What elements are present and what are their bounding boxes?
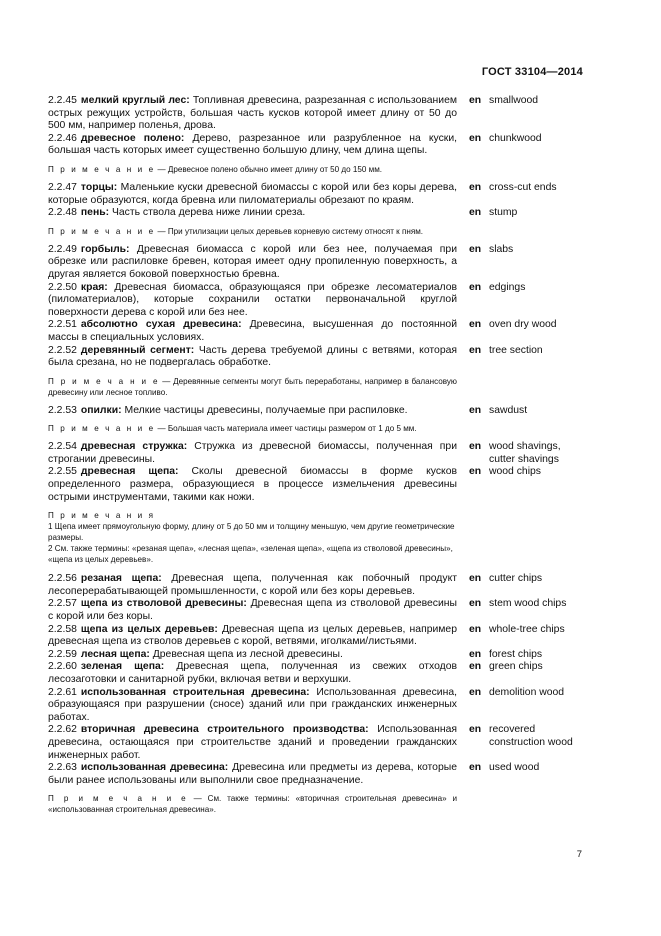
term-entry-2-2-60	[48, 661, 583, 686]
lang-tag: en	[469, 686, 482, 698]
term-definition: Дерево, разрезанное или разрубленное на куски, большая часть которых имеет существенно большую длину, чем длина щепы.	[48, 132, 458, 157]
term-number: 2.2.54	[48, 441, 77, 453]
note-text: — См. также термины: «вторичная строительная древесина» и «использованная строительная древесина».	[48, 794, 458, 815]
lang-tag: en	[469, 573, 482, 585]
notes-label: П р и м е ч а н и я	[48, 511, 156, 521]
lang-tag: en	[469, 598, 482, 610]
term-entry-2-2-51	[48, 319, 583, 344]
lang-tag: en	[469, 661, 482, 673]
term-title: древесная щепа:	[80, 466, 179, 478]
term-title: древесное полено:	[80, 132, 185, 144]
term-number: 2.2.53	[48, 404, 77, 416]
term-definition: Древесная щепа из лесной древесины.	[152, 648, 343, 660]
term-definition: Древесная щепа из целых деревьев, например древесная щепа из стволов деревьев с корой, ветвями, иголками/листьями.	[48, 623, 457, 648]
note-item: 1 Щепа имеет прямоугольную форму, длину от 5 до 50 мм и толщину меньшую, чем другие геометрические размеры.	[48, 522, 455, 543]
lang-tag: en	[469, 648, 482, 660]
term-entry-2-2-59	[48, 649, 583, 662]
english-term: cutter chips	[489, 573, 543, 585]
term-definition: Древесная щепа из стволовой древесины с корой или без коры.	[48, 598, 457, 623]
english-term: cross-cut ends	[489, 181, 557, 193]
english-term: green chips	[489, 661, 543, 673]
term-entry-2-2-49	[48, 244, 583, 282]
term-number: 2.2.49	[48, 243, 77, 255]
term-title: торцы:	[80, 181, 118, 193]
term-definition: Часть дерева требуемой длины с ветвями, которая была срезана, но не подвергалась обработке.	[48, 344, 458, 369]
term-title: мелкий круглый лес:	[80, 95, 190, 106]
lang-tag: en	[469, 344, 482, 356]
term-title: щепа из стволовой древесины:	[80, 598, 247, 610]
english-term: stem wood chips	[489, 598, 567, 610]
term-definition: Древесная биомасса, образующаяся при обрезке лесоматериалов (пиломатериалов), которые сохранили остатки первоначальной круглой поверхности дерева с корой или без нее.	[48, 281, 458, 318]
term-entry-2-2-46	[48, 133, 583, 158]
term-entry-2-2-54	[48, 441, 583, 466]
term-number: 2.2.63	[48, 762, 77, 774]
english-term: edgings	[489, 281, 526, 293]
term-entry-2-2-48	[48, 207, 583, 220]
lang-tag: en	[469, 207, 482, 219]
term-entry-2-2-47	[48, 182, 583, 207]
english-term: sawdust	[489, 404, 528, 416]
term-title: щепа из целых деревьев:	[80, 623, 218, 635]
term-definition: Сколы древесной биомассы в форме кусков определенного размера, образующиеся в процессе измельчения древесины острыми инструментами, такими как ножи.	[48, 466, 457, 503]
term-title: деревянный сегмент:	[80, 344, 195, 356]
term-number: 2.2.46	[48, 132, 77, 144]
english-term: chunkwood	[489, 132, 542, 144]
term-title: использованная древесина:	[80, 762, 229, 774]
english-term: oven dry wood	[489, 319, 557, 331]
note-text: — Большая часть материала имеет частицы размером от 1 до 5 мм.	[157, 424, 417, 434]
note-label: П р и м е ч а н и е	[48, 226, 156, 236]
term-title: горбыль:	[80, 243, 130, 255]
note	[48, 226, 457, 237]
term-entry-2-2-57	[48, 598, 583, 623]
lang-tag: en	[469, 441, 482, 453]
term-number: 2.2.58	[48, 623, 77, 635]
term-title: использованная строительная древесина:	[80, 686, 310, 698]
term-entry-2-2-56	[48, 573, 583, 598]
term-number: 2.2.62	[48, 724, 77, 736]
term-number: 2.2.48	[48, 207, 77, 219]
term-definition: Часть ствола дерева ниже линии среза.	[111, 207, 306, 219]
term-number: 2.2.45	[48, 95, 77, 106]
lang-tag: en	[469, 762, 482, 774]
lang-tag: en	[469, 404, 482, 416]
notes-block	[48, 510, 457, 565]
term-title: края:	[80, 281, 108, 293]
note-text: — Древесное полено обычно имеет длину от 50 до 150 мм.	[157, 164, 383, 174]
term-number: 2.2.59	[48, 648, 77, 660]
term-entry-2-2-53	[48, 405, 583, 418]
term-number: 2.2.51	[48, 319, 77, 331]
english-term: recovered construction wood	[489, 724, 573, 748]
term-definition: Древесная щепа, полученная из свежих отходов лесозаготовки и санитарной рубки, включая ветви и верхушки.	[48, 661, 458, 685]
term-number: 2.2.50	[48, 281, 77, 293]
english-term: whole-tree chips	[489, 623, 565, 635]
term-entry-2-2-52	[48, 345, 583, 370]
lang-tag: en	[469, 95, 482, 106]
term-definition: Древесная щепа, полученная как побочный продукт лесоперерабатывающей промышленности, с корой или без коры деревьев.	[48, 573, 457, 597]
term-definition: Древесина или предметы из дерева, которые были ранее использованы или выполнили свое предназначение.	[48, 762, 457, 786]
term-number: 2.2.47	[48, 181, 77, 193]
term-title: лесная щепа:	[80, 648, 150, 660]
term-entry-2-2-55	[48, 466, 583, 504]
lang-tag: en	[469, 623, 482, 635]
term-entry-2-2-45	[48, 95, 583, 133]
term-definition: Древесная биомасса с корой или без нее, получаемая при обрезке или распиловке бревен, которая имеет одну пропиленную поверхность, а другая является боковой поверхностью бревна.	[48, 243, 457, 280]
english-term: forest chips	[489, 648, 543, 660]
term-number: 2.2.60	[48, 661, 77, 673]
term-entry-2-2-61	[48, 687, 583, 725]
term-definition: Древесина, высушенная до постоянной массы в специальных условиях.	[48, 319, 457, 343]
term-title: абсолютно сухая древесина:	[80, 319, 242, 331]
term-definition: Использованная древесина, образующаяся при разрушении (сносе) зданий или при гражданских инженерных работах.	[48, 686, 457, 723]
lang-tag: en	[469, 724, 482, 736]
note-label: П р и м е ч а н и е	[48, 164, 156, 174]
english-term: wood shavings, cutter shavings	[489, 441, 561, 465]
term-entry-2-2-50	[48, 282, 583, 320]
term-title: резаная щепа:	[80, 573, 162, 585]
note	[48, 793, 457, 815]
term-entry-2-2-63	[48, 762, 583, 787]
term-number: 2.2.61	[48, 686, 77, 698]
term-title: вторичная древесина строительного производства:	[80, 724, 369, 736]
english-term: demolition wood	[489, 686, 565, 698]
term-title: зеленая щепа:	[80, 661, 165, 673]
english-term: used wood	[489, 762, 540, 774]
term-definition: Использованная древесина, остающаяся при строительстве зданий и проведении гражданских инженерных работ.	[48, 724, 458, 761]
note-text: — Деревянные сегменты могут быть переработаны, например в балансовую древесину или лесное топливо.	[48, 376, 457, 397]
lang-tag: en	[469, 466, 482, 478]
note	[48, 423, 457, 434]
term-number: 2.2.57	[48, 598, 77, 610]
term-number: 2.2.56	[48, 573, 77, 585]
note	[48, 376, 457, 398]
term-definition: Топливная древесина, разрезанная с использованием острых режущих устройств, большая часть кусков которой имеет длину от 50 до 500 мм, например поленья, дрова.	[48, 95, 458, 132]
lang-tag: en	[469, 132, 482, 144]
lang-tag: en	[469, 181, 482, 193]
english-term: smallwood	[489, 95, 539, 106]
english-term: stump	[489, 207, 518, 219]
note	[48, 164, 457, 175]
note-label: П р и м е ч а н и е	[48, 424, 156, 434]
lang-tag: en	[469, 281, 482, 293]
term-number: 2.2.55	[48, 466, 77, 478]
term-number: 2.2.52	[48, 344, 77, 356]
term-title: опилки:	[80, 404, 122, 416]
term-title: древесная стружка:	[80, 441, 188, 453]
terms-content	[48, 95, 583, 822]
term-entry-2-2-62	[48, 724, 583, 762]
english-term: wood chips	[489, 466, 541, 478]
note-text: — При утилизации целых деревьев корневую систему относят к пням.	[157, 226, 424, 236]
term-definition: Мелкие частицы древесины, получаемые при распиловке.	[124, 404, 408, 416]
note-label: П р и м е ч а н и е	[48, 794, 188, 804]
english-term: tree section	[489, 344, 543, 356]
english-term: slabs	[489, 243, 514, 255]
term-title: пень:	[80, 207, 110, 219]
document-id-header: ГОСТ 33104—2014	[481, 66, 583, 78]
note-label: П р и м е ч а н и е	[48, 376, 160, 386]
lang-tag: en	[469, 319, 482, 331]
note-item: 2 См. также термины: «резаная щепа», «лесная щепа», «зеленая щепа», «щепа из стволовой древесины», «щепа из целых деревьев».	[48, 544, 453, 565]
term-definition: Стружка из древесной биомассы, полученная при строгании древесины.	[48, 441, 458, 465]
lang-tag: en	[469, 243, 482, 255]
term-entry-2-2-58	[48, 624, 583, 649]
term-definition: Маленькие куски древесной биомассы с корой или без коры дерева, которые образуются, когда бревна или пиломатериалы обрезают по краям.	[48, 181, 457, 206]
page-number: 7	[576, 849, 582, 860]
